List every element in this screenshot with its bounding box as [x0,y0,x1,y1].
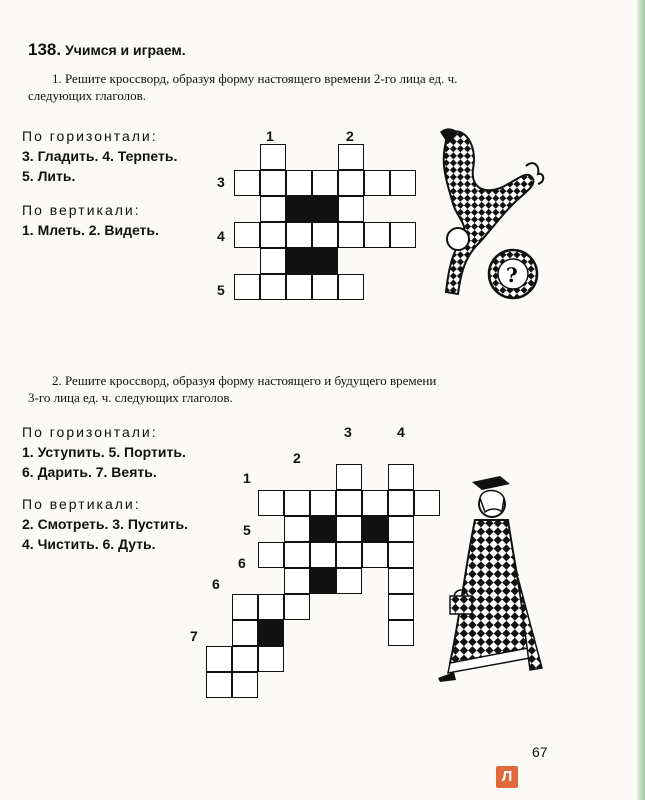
task1-line1: 1. Решите кроссворд, образуя форму настоящего времени 2-го лица ед. ч. [52,71,458,86]
grid1-cell [286,274,312,300]
task2-instructions [28,372,552,406]
grid2-cell [310,490,336,516]
grid2-cell [336,542,362,568]
task2-down-clues [22,514,188,554]
exercise-number: 138. [28,40,62,59]
grid2-cell [232,594,258,620]
task1-down-heading: По вертикали: [22,202,141,218]
grid2-cell [336,568,362,594]
task2-down-line2: 4. Чистить. 6. Дуть. [22,536,156,552]
task1-down-clues [22,220,159,240]
grid2-cell [284,490,310,516]
grid2-number-2: 2 [293,450,301,466]
grid2-cell [206,672,232,698]
grid1-cell [312,170,338,196]
grid2-cell [336,464,362,490]
grid2-cell [232,620,258,646]
grid1-cell [338,196,364,222]
grid2-cell [232,672,258,698]
task2-line1: 2. Решите кроссворд, образуя форму настоящего и будущего времени [52,373,437,388]
grid1-cell [338,222,364,248]
grid2-cell [310,542,336,568]
grid2-cell [388,516,414,542]
grid2-number-6b: 6 [212,576,220,592]
grid1-cell [260,274,286,300]
page-number: 67 [532,744,548,760]
grid2-cell [258,542,284,568]
exercise-title [28,40,186,60]
task2-down-heading: По вертикали: [22,496,141,512]
grid1-cell [312,274,338,300]
grid1-cell [260,196,286,222]
harlequin-illustration [418,124,548,304]
grid1-cell [286,222,312,248]
task2-down-line1: 2. Смотреть. 3. Пустить. [22,516,188,532]
grid1-cell [338,144,364,170]
task1-across-line1: 3. Гладить. 4. Терпеть. [22,148,178,164]
task2-across-heading: По горизонтали: [22,424,158,440]
grid2-cell [388,620,414,646]
grid1-cell [338,170,364,196]
grid1-cell [338,274,364,300]
grid2-cell [258,646,284,672]
grid1-number-1: 1 [266,128,274,144]
grid1-cell [286,248,312,274]
grid2-cell [388,568,414,594]
grid2-cell [388,464,414,490]
grid2-cell [388,542,414,568]
grid2-cell [388,490,414,516]
page-edge [637,0,645,800]
grid2-cell [336,490,362,516]
grid1-cell [234,170,260,196]
grid1-cell [312,222,338,248]
grid2-number-5: 5 [243,522,251,538]
grid2-cell [258,620,284,646]
grid2-number-4: 4 [397,424,405,440]
grid1-cell [312,248,338,274]
svg-text:?: ? [506,263,518,287]
task2-across-line2: 6. Дарить. 7. Веять. [22,464,157,480]
grid1-cell [390,170,416,196]
grid1-cell [260,222,286,248]
grid2-cell [258,490,284,516]
grid2-cell [310,568,336,594]
grid2-cell [284,594,310,620]
task2-line2: 3-го лица ед. ч. следующих глаголов. [28,390,233,405]
grid2-cell [336,516,362,542]
task1-across-clues [22,146,177,186]
task1-across-line2: 5. Лить. [22,168,76,184]
grid2-number-7: 7 [190,628,198,644]
grid2-number-6: 6 [238,555,246,571]
grid1-cell [286,170,312,196]
grid1-number-3: 3 [217,174,225,190]
grid1-number-5: 5 [217,282,225,298]
grid2-number-1: 1 [243,470,251,486]
grid1-cell [260,248,286,274]
exercise-heading: Учимся и играем. [65,42,186,58]
task1-across-heading: По горизонтали: [22,128,158,144]
grid2-cell [362,490,388,516]
task1-line2: следующих глаголов. [28,88,147,103]
grid2-cell [310,516,336,542]
grid2-number-3: 3 [344,424,352,440]
task2-across-line1: 1. Уступить. 5. Портить. [22,444,186,460]
grid1-cell [364,222,390,248]
task1-down-line1: 1. Млеть. 2. Видеть. [22,222,159,238]
labirint-logo-icon: Л [496,766,518,788]
grid1-cell [286,196,312,222]
woman-with-umbrella-illustration [430,468,555,688]
grid1-cell [312,196,338,222]
grid2-cell [284,568,310,594]
grid1-cell [260,170,286,196]
grid2-cell [362,542,388,568]
grid2-cell [284,542,310,568]
grid2-cell [284,516,310,542]
grid1-cell [234,274,260,300]
grid1-cell [390,222,416,248]
grid1-cell [364,170,390,196]
task1-instructions [28,70,552,104]
task2-across-clues [22,442,186,482]
grid2-cell [206,646,232,672]
grid1-cell [260,144,286,170]
grid2-cell [258,594,284,620]
grid1-cell [234,222,260,248]
grid1-number-4: 4 [217,228,225,244]
grid1-number-2: 2 [346,128,354,144]
grid2-cell [232,646,258,672]
grid2-cell [362,516,388,542]
grid2-cell [388,594,414,620]
